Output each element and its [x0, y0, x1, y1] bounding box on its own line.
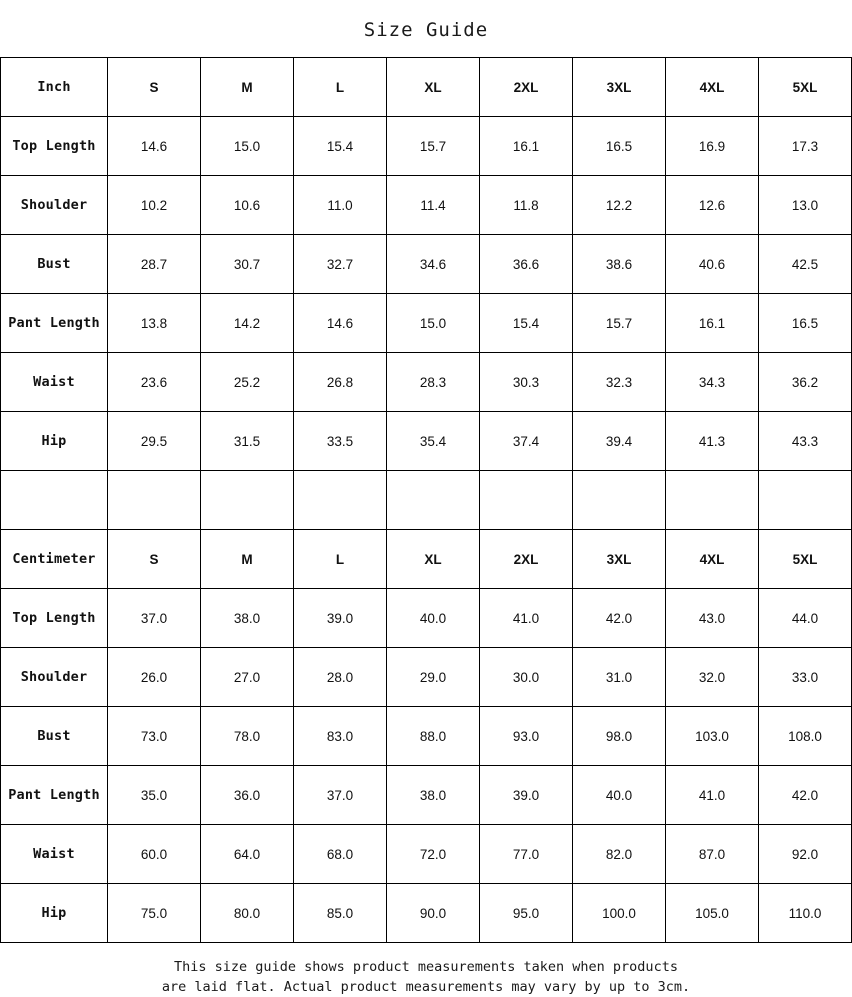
spacer-cell	[666, 471, 759, 530]
cell: 35.0	[108, 766, 201, 825]
cell: 11.0	[294, 176, 387, 235]
spacer-cell	[480, 471, 573, 530]
column-header-2xl: 2XL	[480, 530, 573, 589]
spacer-cell	[573, 471, 666, 530]
spacer-cell	[759, 471, 852, 530]
size-guide-table	[0, 57, 852, 943]
cell: 10.6	[201, 176, 294, 235]
cell: 16.5	[573, 117, 666, 176]
spacer-cell	[201, 471, 294, 530]
cell: 35.4	[387, 412, 480, 471]
table-row	[1, 353, 852, 412]
cell: 28.3	[387, 353, 480, 412]
cell: 42.0	[573, 589, 666, 648]
cell: 15.0	[387, 294, 480, 353]
row-label-pant-length-cm: Pant Length	[1, 766, 108, 825]
cell: 37.0	[108, 589, 201, 648]
cell: 26.0	[108, 648, 201, 707]
cell: 30.7	[201, 235, 294, 294]
table-header-row-inch	[1, 58, 852, 117]
cell: 16.1	[480, 117, 573, 176]
row-label-bust-inch: Bust	[1, 235, 108, 294]
cell: 82.0	[573, 825, 666, 884]
column-header-s: S	[108, 58, 201, 117]
cell: 15.4	[294, 117, 387, 176]
cell: 39.0	[480, 766, 573, 825]
cell: 12.6	[666, 176, 759, 235]
table-row	[1, 117, 852, 176]
cell: 93.0	[480, 707, 573, 766]
cell: 100.0	[573, 884, 666, 943]
cell: 83.0	[294, 707, 387, 766]
table-row	[1, 176, 852, 235]
column-header-2xl: 2XL	[480, 58, 573, 117]
cell: 64.0	[201, 825, 294, 884]
cell: 38.0	[387, 766, 480, 825]
cell: 34.3	[666, 353, 759, 412]
table-row	[1, 766, 852, 825]
cell: 26.8	[294, 353, 387, 412]
cell: 105.0	[666, 884, 759, 943]
cell: 38.0	[201, 589, 294, 648]
table-row	[1, 235, 852, 294]
cell: 87.0	[666, 825, 759, 884]
cell: 31.0	[573, 648, 666, 707]
column-header-s: S	[108, 530, 201, 589]
cell: 88.0	[387, 707, 480, 766]
cell: 95.0	[480, 884, 573, 943]
cell: 103.0	[666, 707, 759, 766]
cell: 75.0	[108, 884, 201, 943]
column-header-3xl: 3XL	[573, 58, 666, 117]
unit-label-centimeter: Centimeter	[1, 530, 108, 589]
spacer-cell	[387, 471, 480, 530]
cell: 33.5	[294, 412, 387, 471]
cell: 85.0	[294, 884, 387, 943]
size-guide-footnote	[0, 943, 852, 997]
row-label-pant-length-inch: Pant Length	[1, 294, 108, 353]
cell: 10.2	[108, 176, 201, 235]
cell: 34.6	[387, 235, 480, 294]
row-label-bust-cm: Bust	[1, 707, 108, 766]
cell: 23.6	[108, 353, 201, 412]
cell: 40.0	[573, 766, 666, 825]
cell: 39.4	[573, 412, 666, 471]
cell: 30.0	[480, 648, 573, 707]
cell: 32.3	[573, 353, 666, 412]
table-row	[1, 589, 852, 648]
column-header-l: L	[294, 530, 387, 589]
cell: 92.0	[759, 825, 852, 884]
cell: 29.0	[387, 648, 480, 707]
cell: 110.0	[759, 884, 852, 943]
cell: 31.5	[201, 412, 294, 471]
table-row	[1, 412, 852, 471]
cell: 60.0	[108, 825, 201, 884]
row-label-hip-inch: Hip	[1, 412, 108, 471]
column-header-m: M	[201, 530, 294, 589]
cell: 38.6	[573, 235, 666, 294]
cell: 41.0	[480, 589, 573, 648]
cell: 40.0	[387, 589, 480, 648]
cell: 14.6	[294, 294, 387, 353]
cell: 108.0	[759, 707, 852, 766]
cell: 98.0	[573, 707, 666, 766]
cell: 36.2	[759, 353, 852, 412]
cell: 11.8	[480, 176, 573, 235]
table-header-row-centimeter	[1, 530, 852, 589]
cell: 41.0	[666, 766, 759, 825]
cell: 15.0	[201, 117, 294, 176]
cell: 27.0	[201, 648, 294, 707]
cell: 15.7	[573, 294, 666, 353]
cell: 17.3	[759, 117, 852, 176]
cell: 14.6	[108, 117, 201, 176]
table-row	[1, 707, 852, 766]
cell: 37.4	[480, 412, 573, 471]
cell: 36.6	[480, 235, 573, 294]
cell: 80.0	[201, 884, 294, 943]
cell: 90.0	[387, 884, 480, 943]
cell: 16.1	[666, 294, 759, 353]
footnote-line-2: are laid flat. Actual product measurements may vary by up to 3cm.	[161, 979, 691, 995]
row-label-hip-cm: Hip	[1, 884, 108, 943]
column-header-l: L	[294, 58, 387, 117]
table-row	[1, 294, 852, 353]
column-header-xl: XL	[387, 530, 480, 589]
cell: 43.0	[666, 589, 759, 648]
cell: 15.4	[480, 294, 573, 353]
column-header-4xl: 4XL	[666, 58, 759, 117]
column-header-xl: XL	[387, 58, 480, 117]
cell: 14.2	[201, 294, 294, 353]
cell: 41.3	[666, 412, 759, 471]
row-label-top-length-inch: Top Length	[1, 117, 108, 176]
cell: 43.3	[759, 412, 852, 471]
cell: 77.0	[480, 825, 573, 884]
column-header-5xl: 5XL	[759, 58, 852, 117]
cell: 12.2	[573, 176, 666, 235]
table-spacer-row	[1, 471, 852, 530]
column-header-3xl: 3XL	[573, 530, 666, 589]
cell: 44.0	[759, 589, 852, 648]
cell: 36.0	[201, 766, 294, 825]
row-label-top-length-cm: Top Length	[1, 589, 108, 648]
column-header-m: M	[201, 58, 294, 117]
cell: 73.0	[108, 707, 201, 766]
cell: 37.0	[294, 766, 387, 825]
cell: 42.5	[759, 235, 852, 294]
cell: 72.0	[387, 825, 480, 884]
row-label-shoulder-inch: Shoulder	[1, 176, 108, 235]
cell: 40.6	[666, 235, 759, 294]
cell: 13.0	[759, 176, 852, 235]
row-label-waist-cm: Waist	[1, 825, 108, 884]
page-title: Size Guide	[363, 19, 489, 41]
spacer-cell	[1, 471, 108, 530]
spacer-cell	[294, 471, 387, 530]
cell: 25.2	[201, 353, 294, 412]
cell: 39.0	[294, 589, 387, 648]
cell: 42.0	[759, 766, 852, 825]
table-row	[1, 648, 852, 707]
cell: 16.5	[759, 294, 852, 353]
cell: 68.0	[294, 825, 387, 884]
column-header-4xl: 4XL	[666, 530, 759, 589]
cell: 16.9	[666, 117, 759, 176]
cell: 29.5	[108, 412, 201, 471]
cell: 28.7	[108, 235, 201, 294]
cell: 13.8	[108, 294, 201, 353]
cell: 32.7	[294, 235, 387, 294]
row-label-waist-inch: Waist	[1, 353, 108, 412]
cell: 15.7	[387, 117, 480, 176]
cell: 28.0	[294, 648, 387, 707]
cell: 11.4	[387, 176, 480, 235]
unit-label-inch: Inch	[1, 58, 108, 117]
footnote-line-1: This size guide shows product measurements taken when products	[174, 959, 678, 975]
table-row	[1, 884, 852, 943]
table-row	[1, 825, 852, 884]
cell: 32.0	[666, 648, 759, 707]
spacer-cell	[108, 471, 201, 530]
cell: 33.0	[759, 648, 852, 707]
cell: 30.3	[480, 353, 573, 412]
row-label-shoulder-cm: Shoulder	[1, 648, 108, 707]
cell: 78.0	[201, 707, 294, 766]
column-header-5xl: 5XL	[759, 530, 852, 589]
